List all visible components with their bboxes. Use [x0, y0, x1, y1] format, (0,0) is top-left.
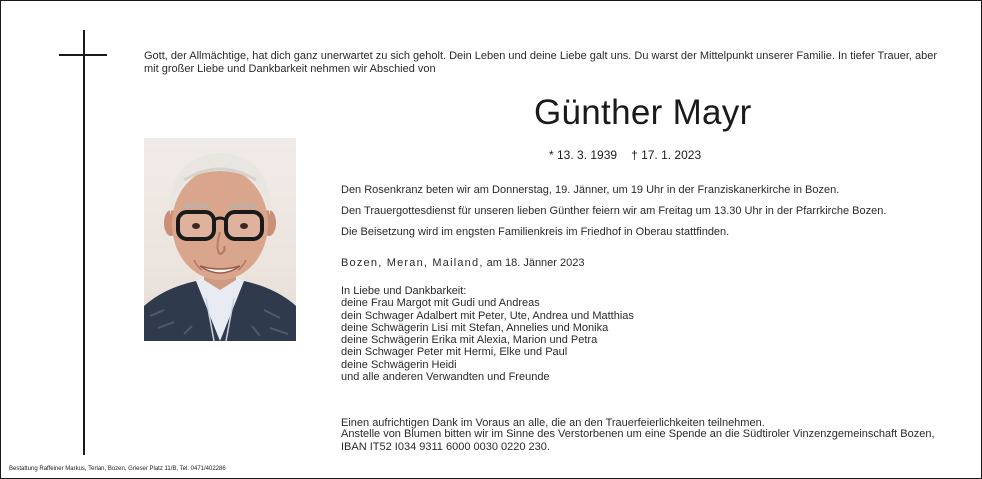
funeral-home-footer: Bestattung Raffeiner Markus, Terlan, Bozen, Grieser Platz 11/B, Tel. 0471/402286	[9, 466, 226, 472]
family-list	[341, 285, 941, 383]
funeral-mass-info: Den Trauergottesdienst für unseren lieben Günther feiern wir am Freitag um 13.30 Uhr in der Pfarrkirche Bozen.	[341, 205, 887, 217]
cross-horizontal-bar	[59, 54, 107, 56]
rosary-info: Den Rosenkranz beten wir am Donnerstag, 19. Jänner, um 19 Uhr in der Franziskanerkirche in Bozen.	[341, 184, 840, 196]
birth-date: * 13. 3. 1939	[549, 148, 618, 162]
notice-date: am 18. Jänner 2023	[486, 257, 585, 269]
family-heading: In Liebe und Dankbarkeit:	[341, 285, 467, 297]
family-member: deine Schwägerin Erika mit Alexia, Marion und Petra	[341, 334, 598, 347]
family-member: dein Schwager Adalbert mit Peter, Ute, Andrea und Matthias	[341, 309, 634, 322]
death-date: † 17. 1. 2023	[631, 148, 702, 162]
donation-request	[341, 428, 941, 454]
places: Bozen, Meran, Mailand,	[341, 257, 484, 269]
family-member: deine Frau Margot mit Gudi und Andreas	[341, 297, 540, 310]
burial-info: Die Beisetzung wird im engsten Familienkreis im Friedhof in Oberau stattfinden.	[341, 226, 730, 238]
cross-vertical-bar	[83, 30, 85, 455]
family-member: dein Schwager Peter mit Hermi, Elke und Paul	[341, 346, 568, 359]
donation-text: Anstelle von Blumen bitten wir im Sinne des Verstorbenen um eine Spende an die Südtiroler Vinzenzgemeinschaft Bozen,	[341, 428, 935, 440]
donation-iban: IBAN IT52 I034 9311 6000 0030 0220 230.	[341, 441, 550, 453]
family-member: deine Schwägerin Heidi	[341, 358, 457, 371]
place-date-line	[341, 257, 941, 270]
deceased-name: Günther Mayr	[534, 93, 752, 132]
family-member: deine Schwägerin Lisi mit Stefan, Annelies und Monika	[341, 321, 609, 334]
intro-text: Gott, der Allmächtige, hat dich ganz unerwartet zu sich geholt. Dein Leben und deine Liebe galt uns. Du warst der Mittelpunkt unserer Familie. In tiefer Trauer, aber mit großer Liebe und Dankbarkeit nehmen wir Abschied von	[144, 50, 938, 75]
portrait-photo	[144, 138, 296, 341]
life-dates	[549, 148, 701, 162]
thanks-text: Einen aufrichtigen Dank im Voraus an alle, die an den Trauerfeierlichkeiten teilnehmen.	[341, 417, 765, 429]
service-details	[341, 184, 941, 247]
family-member: und alle anderen Verwandten und Freunde	[341, 371, 550, 384]
